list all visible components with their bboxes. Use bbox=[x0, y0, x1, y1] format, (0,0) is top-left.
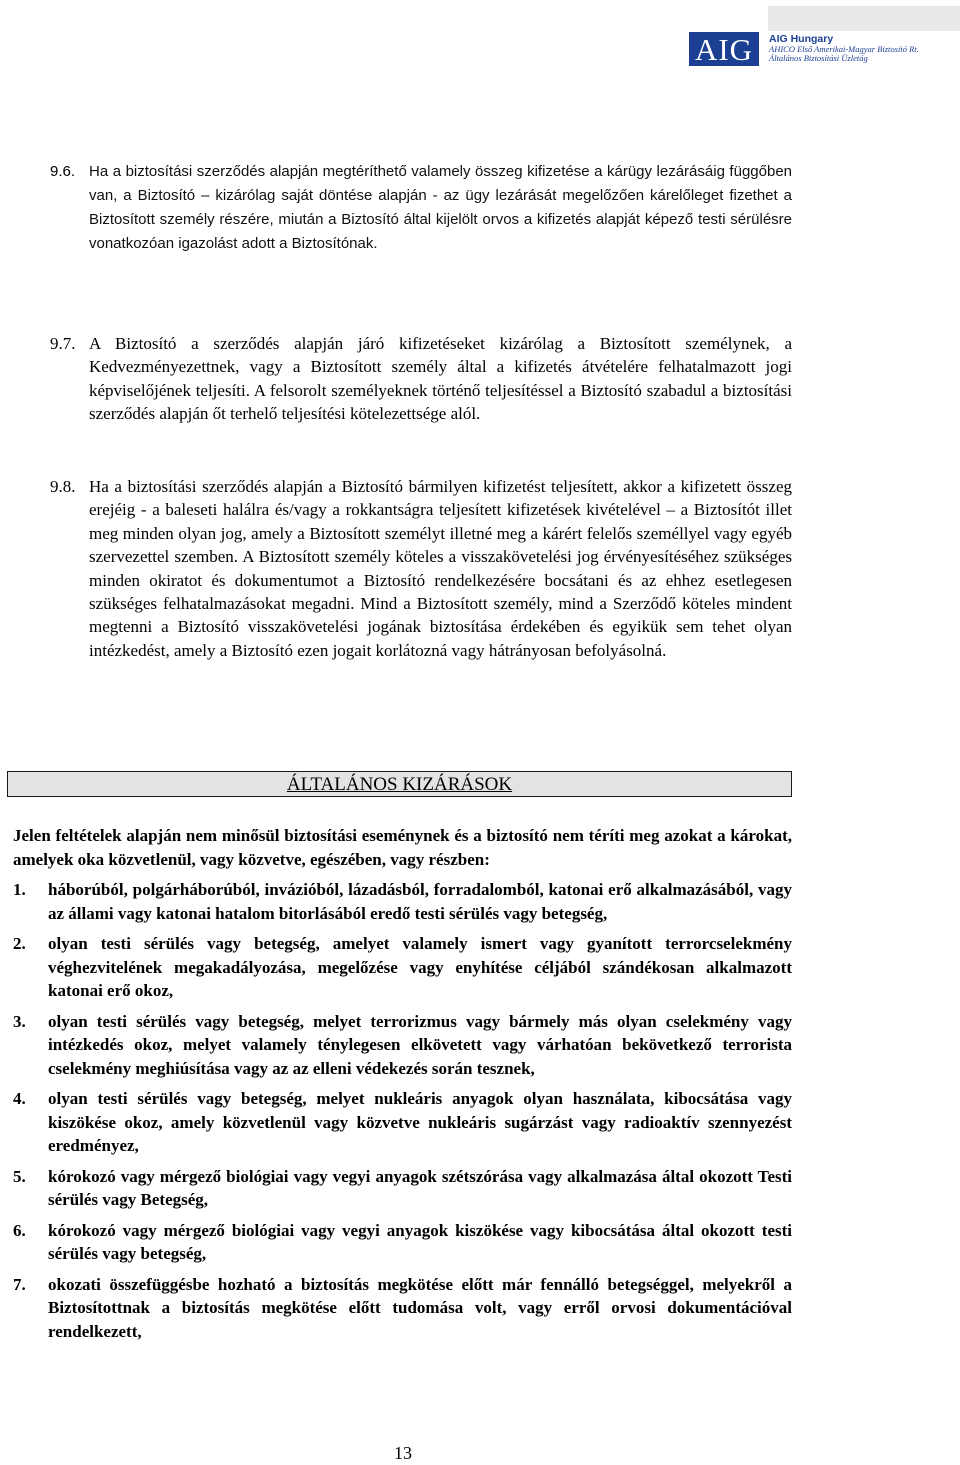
exclusion-item bbox=[13, 932, 792, 1003]
clause-text: Ha a biztosítási szerződés alapján a Biztosító bármilyen kifizetést teljesített, akkor a kifizetett összeg erejéig - a baleseti halálra és/vagy a rokkantságra teljesített kifizetések kivételével – a Biztosítót illet meg minden olyan jog, amely a Biztosított személyt illetné meg a kárért felelős személlyel vagy egyéb szervezettel szemben. A Biztosított személy köteles a visszakövetelési jog érvényesítéséhez szükséges minden okiratot és dokumentumot a Biztosító rendelkezésére bocsátani és az ehhez esetlegesen szükséges felhatalmazásokat megadni. Mind a Biztosított személy, mind a Szerződő köteles mindent megtenni a Biztosító visszakövetelési jogának biztosítása érdekében és egyikük sem tehet olyan intézkedést, amely a Biztosító ezen jogait korlátozná vagy hátrányosan befolyásolná. bbox=[89, 477, 792, 660]
exclusion-text: olyan testi sérülés vagy betegség, amelyet valamely ismert vagy gyanított terrorcselekmény véghezvitelének megakadályozása, megelőzése vagy enyhítése céljából szándékosan alkalmazott katonai erő okoz, bbox=[48, 934, 792, 1000]
exclusion-item bbox=[13, 1273, 792, 1344]
exclusion-item bbox=[13, 878, 792, 925]
page-number: 13 bbox=[394, 1443, 412, 1463]
exclusion-item bbox=[13, 1087, 792, 1158]
company-name: AIG Hungary bbox=[769, 33, 834, 45]
exclusion-text: kórokozó vagy mérgező biológiai vagy vegyi anyagok kiszökése vagy kibocsátása által okozott testi sérülés vagy betegség, bbox=[48, 1220, 792, 1263]
exclusion-number: 5. bbox=[13, 1166, 26, 1186]
aig-logo-mark: AIG bbox=[694, 32, 754, 67]
exclusion-text: okozati összefüggésbe hozható a biztosítás megkötése előtt már fennálló betegséggel, melyekről a Biztosítottnak a biztosítás megkötése előtt tudomása volt, vagy erről orvosi dokumentációval rendelkezett, bbox=[48, 1274, 792, 1341]
exclusion-text: olyan testi sérülés vagy betegség, melyet nukleáris anyagok olyan használata, kibocsátása vagy kiszökése okoz, amely közvetlenül vagy közvetve nukleáris sugárzást vagy radioaktív szennyezést eredményez, bbox=[48, 1089, 792, 1155]
clause-text: A Biztosító a szerződés alapján járó kifizetéseket kizárólag a Biztosított személynek, a Kedvezményezettnek, vagy a Biztosított személy által a kifizetés átvételére felhatalmazott jogi képviselőjének teljesíti. A felsorolt személyeknek történő teljesítéssel a Biztosító szabadul a biztosítási szerződés alapján őt terhelő teljesítési kötelezettsége alól. bbox=[89, 334, 792, 424]
company-line-2: Általános Biztosítási Üzletág bbox=[769, 52, 868, 63]
exclusion-number: 7. bbox=[13, 1274, 26, 1294]
exclusion-text: kórokozó vagy mérgező biológiai vagy vegyi anyagok szétszórása vagy alkalmazása által okozott Testi sérülés vagy Betegség, bbox=[48, 1166, 792, 1209]
exclusions-intro: Jelen feltételek alapján nem minősül biztosítási eseménynek és a biztosító nem téríti meg azokat a károkat, amelyek oka közvetlenül, vagy közvetve, egészében, vagy részben: bbox=[13, 826, 792, 869]
exclusion-text: háborúból, polgárháborúból, invázióból, lázadásból, forradalomból, katonai erő alkalmazásából, vagy az állami vagy katonai hatalom bitorlásából eredő testi sérülés vagy betegség, bbox=[48, 880, 792, 923]
clause-text: Ha a biztosítási szerződés alapján megtéríthető valamely összeg kifizetése a kárügy lezárásáig függőben van, a Biztosító – kizárólag saját döntése alapján - az ügy lezárását megelőzően kárelőleget fizethet a Biztosított személy részére, miután a Biztosító által kijelölt orvos a kifizetés alapját képező testi sérülésre vonatkozóan igazolást adott a Biztosítónak. bbox=[89, 163, 792, 252]
exclusion-number: 4. bbox=[13, 1089, 26, 1108]
exclusions-list bbox=[13, 878, 792, 1343]
section-heading-box bbox=[7, 771, 792, 797]
clause-9-8 bbox=[50, 475, 792, 662]
clause-9-6 bbox=[50, 160, 792, 256]
clause-9-7 bbox=[50, 332, 792, 426]
clause-number: 9.6. bbox=[50, 163, 76, 180]
exclusion-item bbox=[13, 1219, 792, 1266]
company-line-1: AHICO Első Amerikai-Magyar Biztosító Rt. bbox=[769, 44, 919, 55]
logo-stripe bbox=[768, 6, 960, 31]
exclusion-text: olyan testi sérülés vagy betegség, melyet terrorizmus vagy bármely más olyan cselekmény vagy intézkedés okoz, melyet valamely ténylegesen elkövetett vagy várhatóan bekövetkező terrorista cselekmény meghiúsítása vagy az az elleni védekezés során tesznek, bbox=[48, 1011, 792, 1078]
exclusion-item bbox=[13, 1165, 792, 1212]
clause-number: 9.8. bbox=[50, 477, 76, 496]
exclusion-number: 2. bbox=[13, 934, 26, 953]
clause-number: 9.7. bbox=[50, 334, 76, 353]
exclusion-number: 1. bbox=[13, 880, 26, 899]
company-info bbox=[769, 34, 919, 63]
section-heading: ÁLTALÁNOS KIZÁRÁSOK bbox=[286, 774, 513, 795]
exclusion-item bbox=[13, 1010, 792, 1081]
exclusion-number: 3. bbox=[13, 1011, 26, 1031]
exclusion-number: 6. bbox=[13, 1220, 26, 1240]
